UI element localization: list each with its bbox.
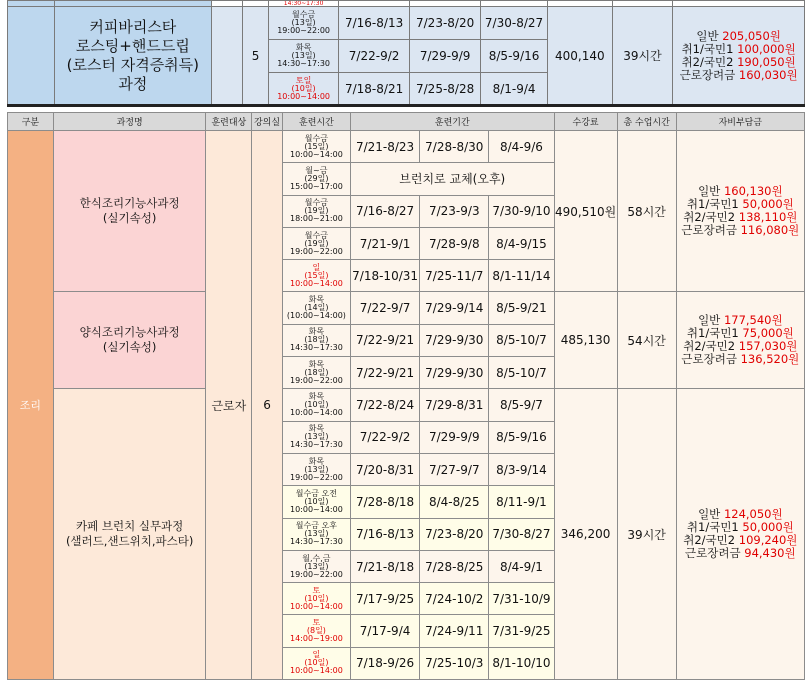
period-cell: 7/25-11/7	[420, 260, 489, 292]
schedule-day: 토	[312, 585, 321, 595]
schedule-count: (10일)	[304, 496, 329, 506]
hours-cell: 39시간	[617, 389, 676, 680]
funding-amount: 124,050원	[723, 507, 783, 522]
schedule-time: 10:00~14:00	[289, 149, 343, 159]
schedule-time: 10:00~14:00	[289, 601, 343, 611]
period-cell: 7/22-8/24	[350, 389, 419, 421]
table-row	[8, 131, 805, 163]
period-cell: 7/18-8/21	[339, 73, 410, 105]
period-cell: 7/21-9/1	[350, 227, 419, 259]
period-cell: 7/22-9/21	[350, 324, 419, 356]
schedule-count: (29일)	[304, 173, 329, 183]
funding-cell	[676, 131, 804, 292]
schedule-time: 10:00~14:00	[289, 408, 343, 418]
schedule-day: 화목	[308, 424, 325, 434]
schedule-day: 토일	[295, 75, 312, 85]
schedule-count: (15일)	[304, 270, 329, 280]
schedule-time: 10:00~14:00	[277, 91, 330, 101]
schedule-count: (8일)	[306, 626, 326, 636]
schedule-count: (13일)	[291, 18, 316, 27]
period-cell: 7/17-9/4	[350, 615, 419, 647]
schedule-day: 화목	[308, 359, 325, 369]
period-cell: 8/4-8/25	[420, 486, 489, 518]
period-cell: 7/28-8/25	[420, 550, 489, 582]
target-cell	[211, 7, 242, 105]
schedule-time: 14:30~17:30	[289, 343, 343, 353]
period-cell: 7/29-9/30	[420, 357, 489, 389]
cooking-course-table	[7, 112, 805, 680]
schedule-cell	[282, 647, 350, 679]
cut-time: 14:30~17:30	[269, 1, 339, 7]
schedule-count: (13일)	[304, 432, 329, 442]
header-category: 구분	[8, 113, 54, 131]
schedule-time: 19:00~22:00	[277, 26, 330, 35]
funding-amount: 50,000원	[742, 197, 794, 212]
period-cell: 7/23-9/3	[420, 195, 489, 227]
header-fee: 수강료	[554, 113, 617, 131]
schedule-day: 월수금	[304, 230, 328, 240]
period-cell: 7/30-8/27	[481, 7, 548, 40]
course-name-line: 양식조리기능사과정	[79, 325, 180, 340]
course-name	[53, 131, 206, 292]
header-time: 훈련시간	[282, 113, 350, 131]
funding-line	[673, 69, 804, 82]
schedule-count: (10일)	[304, 658, 329, 668]
schedule-day: 월수금 오후	[295, 521, 337, 531]
schedule-cell	[282, 131, 350, 163]
period-cell: 7/29-9/14	[420, 292, 489, 324]
schedule-cell	[282, 195, 350, 227]
funding-line	[677, 547, 804, 560]
period-cell: 8/4-9/15	[489, 227, 554, 259]
period-cell: 7/22-9/2	[350, 421, 419, 453]
schedule-count: (18일)	[304, 367, 329, 377]
period-cell: 7/29-9/9	[420, 421, 489, 453]
funding-label: 근로장려금	[685, 546, 741, 561]
funding-label: 일반	[698, 507, 721, 522]
schedule-time: 14:30~17:30	[289, 537, 343, 547]
header-target: 훈련대상	[206, 113, 252, 131]
schedule-cell	[282, 518, 350, 550]
period-cell: 7/18-10/31	[350, 260, 419, 292]
course-name-line: 커피바리스타	[89, 17, 177, 36]
header-room: 강의실	[252, 113, 283, 131]
schedule-day: 화목	[308, 295, 325, 305]
category-cell: 조리	[8, 131, 54, 680]
schedule-count: (13일)	[304, 529, 329, 539]
schedule-day: 월수금	[304, 198, 328, 208]
period-cell: 7/29-9/30	[420, 324, 489, 356]
period-cell: 7/23-8/20	[410, 7, 481, 40]
replacement-note: 브런치로 교체(오후)	[350, 163, 554, 195]
schedule-cell	[282, 324, 350, 356]
fee-cell: 485,130	[554, 292, 617, 389]
classroom-cell: 5	[243, 7, 269, 105]
category-strip	[8, 7, 55, 105]
header-course: 과정명	[53, 113, 206, 131]
funding-amount: 160,030원	[738, 67, 798, 82]
schedule-day: 월,수,금	[302, 553, 331, 563]
schedule-time: (10:00~14:00)	[286, 311, 346, 321]
hours-cell: 58시간	[617, 131, 676, 292]
schedule-day: 월수금	[292, 10, 316, 19]
schedule-day: 월수금 오전	[295, 488, 337, 498]
period-cell: 7/16-8/13	[339, 7, 410, 40]
schedule-day: 월수금	[304, 133, 328, 143]
funding-label: 일반	[698, 313, 721, 328]
period-cell: 8/5-10/7	[489, 357, 554, 389]
period-cell: 7/20-8/31	[350, 453, 419, 485]
schedule-cell	[269, 7, 339, 40]
period-cell: 7/25-10/3	[420, 647, 489, 679]
period-cell: 8/11-9/1	[489, 486, 554, 518]
schedule-cell	[282, 486, 350, 518]
barista-course-table	[7, 0, 805, 105]
schedule-cell	[282, 227, 350, 259]
fee-cell: 490,510원	[554, 131, 617, 292]
funding-amount: 109,240원	[738, 533, 798, 548]
schedule-cell	[282, 550, 350, 582]
schedule-time: 14:30~17:30	[277, 59, 330, 68]
period-cell: 8/1-11/14	[489, 260, 554, 292]
schedule-time: 19:00~22:00	[289, 472, 343, 482]
schedule-count: (13일)	[304, 561, 329, 571]
schedule-count: (19일)	[304, 238, 329, 248]
funding-amount: 50,000원	[742, 520, 794, 535]
course-name-line: 로스팅+핸드드립	[75, 36, 190, 55]
period-cell: 7/29-9/9	[410, 40, 481, 73]
fee-cell: 346,200	[554, 389, 617, 680]
schedule-cell	[282, 615, 350, 647]
period-cell: 7/16-8/13	[350, 518, 419, 550]
table-separator	[7, 104, 805, 107]
funding-line	[677, 224, 804, 237]
schedule-time: 19:00~22:00	[289, 246, 343, 256]
period-cell: 8/4-9/1	[489, 550, 554, 582]
schedule-time: 10:00~14:00	[289, 278, 343, 288]
schedule-count: (13일)	[304, 464, 329, 474]
funding-amount: 157,030원	[738, 339, 798, 354]
period-cell: 8/1-9/4	[481, 73, 548, 105]
period-cell: 8/5-9/21	[489, 292, 554, 324]
period-cell: 7/23-8/20	[420, 518, 489, 550]
period-cell: 8/3-9/14	[489, 453, 554, 485]
funding-amount: 100,000원	[737, 41, 796, 56]
period-cell: 7/18-9/26	[350, 647, 419, 679]
schedule-time: 19:00~22:00	[289, 375, 343, 385]
course-name-line: (실기속성)	[102, 340, 157, 355]
funding-label: 일반	[698, 184, 721, 199]
period-cell: 7/31-10/9	[489, 583, 554, 615]
period-cell: 7/28-8/18	[350, 486, 419, 518]
period-cell: 8/5-9/16	[481, 40, 548, 73]
schedule-day: 화목	[308, 327, 325, 337]
funding-label: 취1/국민1	[686, 197, 739, 212]
funding-cell	[676, 292, 804, 389]
funding-amount: 160,130원	[723, 184, 783, 199]
period-cell: 8/5-9/7	[489, 389, 554, 421]
course-name-line: (로스터 자격증취득)	[66, 55, 200, 74]
course-name-line: (샐러드,샌드위치,파스타)	[65, 534, 194, 549]
hours-cell: 39시간	[612, 7, 673, 105]
hours-cell: 54시간	[617, 292, 676, 389]
schedule-count: (10일)	[291, 83, 316, 93]
funding-amount: 138,110원	[738, 210, 798, 225]
schedule-cell	[282, 163, 350, 195]
period-cell: 8/5-9/16	[489, 421, 554, 453]
course-name-line: (실기속성)	[102, 211, 157, 226]
funding-amount: 205,050원	[722, 28, 781, 43]
funding-label: 취1/국민1	[686, 520, 739, 535]
course-name	[55, 7, 212, 105]
header-row	[8, 113, 805, 131]
course-name-line: 과정	[118, 74, 148, 93]
schedule-day: 월~금	[305, 165, 328, 175]
classroom-cell: 6	[252, 131, 283, 680]
schedule-cell	[282, 292, 350, 324]
funding-label: 취2/국민2	[683, 533, 736, 548]
funding-amount: 136,520원	[740, 352, 800, 367]
period-cell: 7/21-8/18	[350, 550, 419, 582]
schedule-time: 19:00~22:00	[289, 569, 343, 579]
period-cell: 7/28-8/30	[420, 131, 489, 163]
period-cell: 7/16-8/27	[350, 195, 419, 227]
schedule-time: 14:30~17:30	[289, 440, 343, 450]
schedule-time: 10:00~14:00	[289, 666, 343, 676]
header-hours: 총 수업시간	[617, 113, 676, 131]
schedule-day: 화목	[308, 392, 325, 402]
header-funding: 자비부담금	[676, 113, 804, 131]
funding-amount: 190,050원	[737, 54, 796, 69]
schedule-count: (10일)	[304, 593, 329, 603]
period-cell: 7/22-9/7	[350, 292, 419, 324]
period-cell: 7/30-9/10	[489, 195, 554, 227]
period-cell: 7/31-9/25	[489, 615, 554, 647]
schedule-time: 10:00~14:00	[289, 504, 343, 514]
period-cell: 8/5-10/7	[489, 324, 554, 356]
period-cell: 7/22-9/21	[350, 357, 419, 389]
funding-label: 취2/국민2	[683, 339, 736, 354]
funding-label: 취1/국민1	[686, 326, 739, 341]
schedule-cell	[282, 357, 350, 389]
schedule-cell	[269, 40, 339, 73]
funding-label: 근로장려금	[679, 67, 736, 82]
schedule-count: (10일)	[304, 400, 329, 410]
table-row	[8, 292, 805, 324]
funding-cell	[676, 389, 804, 680]
funding-amount: 75,000원	[742, 326, 794, 341]
table-row	[8, 389, 805, 421]
funding-label: 근로장려금	[681, 223, 737, 238]
period-cell: 7/29-8/31	[420, 389, 489, 421]
funding-amount: 177,540원	[723, 313, 783, 328]
fee-cell: 400,140	[547, 7, 612, 105]
schedule-day: 화목	[308, 456, 325, 466]
period-cell: 7/30-8/27	[489, 518, 554, 550]
period-cell: 8/4-9/6	[489, 131, 554, 163]
header-period: 훈련기간	[350, 113, 554, 131]
funding-label: 일반	[696, 28, 719, 43]
schedule-cell	[282, 453, 350, 485]
course-name	[53, 389, 206, 680]
funding-label: 취1/국민1	[681, 41, 734, 56]
schedule-cell	[282, 421, 350, 453]
period-cell: 8/1-10/10	[489, 647, 554, 679]
schedule-count: (18일)	[304, 335, 329, 345]
schedule-count: (15일)	[304, 141, 329, 151]
schedule-count: (14일)	[304, 303, 329, 313]
period-cell: 7/28-9/8	[420, 227, 489, 259]
schedule-day: 일	[312, 262, 321, 272]
course-name-line: 카페 브런치 실무과정	[75, 519, 184, 534]
schedule-cell	[282, 389, 350, 421]
schedule-time: 18:00~21:00	[289, 214, 343, 224]
period-cell: 7/17-9/25	[350, 583, 419, 615]
period-cell: 7/24-9/11	[420, 615, 489, 647]
schedule-time: 15:00~17:00	[289, 181, 343, 191]
schedule-day: 일	[312, 650, 321, 660]
schedule-day: 화목	[295, 43, 312, 52]
schedule-day: 토	[312, 618, 321, 628]
schedule-count: (13일)	[291, 51, 316, 60]
funding-line	[677, 353, 804, 366]
course-name-line: 한식조리기능사과정	[79, 196, 180, 211]
funding-label: 취2/국민2	[681, 54, 734, 69]
period-cell: 7/22-9/2	[339, 40, 410, 73]
funding-amount: 116,080원	[740, 223, 800, 238]
funding-amount: 94,430원	[744, 546, 796, 561]
funding-cell	[673, 7, 805, 105]
schedule-count: (19일)	[304, 206, 329, 216]
period-cell: 7/25-8/28	[410, 73, 481, 105]
schedule-cell	[282, 260, 350, 292]
funding-label: 취2/국민2	[683, 210, 736, 225]
schedule-cell	[269, 73, 339, 105]
period-cell: 7/24-10/2	[420, 583, 489, 615]
target-cell: 근로자	[206, 131, 252, 680]
funding-label: 근로장려금	[681, 352, 737, 367]
period-cell: 7/27-9/7	[420, 453, 489, 485]
period-cell: 7/21-8/23	[350, 131, 419, 163]
schedule-cell	[282, 583, 350, 615]
schedule-time: 14:00~19:00	[289, 634, 343, 644]
table-row	[8, 7, 805, 40]
course-name	[53, 292, 206, 389]
